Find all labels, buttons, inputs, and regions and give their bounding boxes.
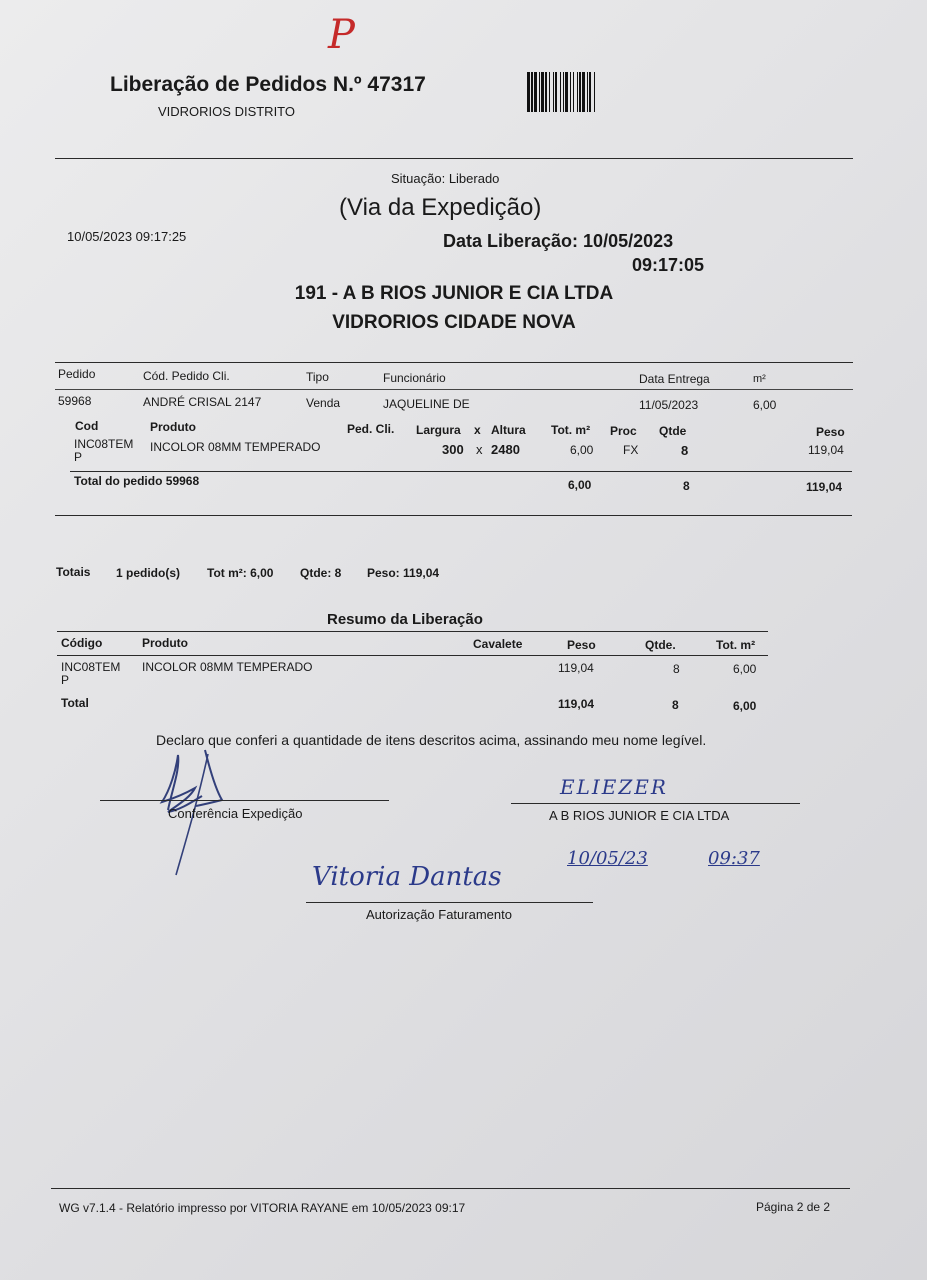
expedition-signature-label: Conferência Expedição — [168, 806, 303, 821]
order-data-entrega: 11/05/2023 — [639, 398, 699, 412]
summary-total-qtde: 8 — [672, 698, 679, 712]
summary-total-label: Total — [61, 696, 89, 710]
summary-qtde: 8 — [673, 662, 680, 676]
item-x: x — [476, 442, 483, 457]
footer-page-number: Página 2 de 2 — [756, 1200, 831, 1214]
barcode-bar — [579, 72, 581, 112]
summary-col-produto: Produto — [142, 636, 188, 650]
header-divider — [55, 158, 853, 159]
barcode-bar — [553, 72, 554, 112]
barcode-bar — [534, 72, 537, 112]
totals-label: Totais — [56, 565, 91, 579]
barcode-bar — [539, 72, 540, 112]
handwritten-date: 10/05/23 — [567, 848, 648, 869]
item-cod-cont: P — [74, 450, 83, 464]
summary-col-peso: Peso — [567, 638, 596, 652]
barcode — [527, 72, 671, 112]
item-col-qtde: Qtde — [659, 424, 687, 438]
summary-col-codigo: Código — [61, 636, 103, 650]
summary-codigo-cont: P — [61, 673, 70, 687]
summary-header-rule — [57, 655, 768, 656]
barcode-bar — [531, 72, 533, 112]
barcode-bar — [541, 72, 544, 112]
declaration-text: Declaro que conferi a quantidade de itens descritos acima, assinando meu nome legível. — [156, 732, 707, 748]
barcode-bar — [582, 72, 585, 112]
footer-left: WG v7.1.4 - Relatório impresso por VITORIA RAYANE em 10/05/2023 09:17 — [59, 1201, 466, 1215]
col-data-entrega: Data Entrega — [639, 372, 710, 386]
handwritten-time: 09:37 — [708, 848, 760, 869]
order-total-rule — [70, 471, 852, 472]
barcode-bar — [555, 72, 557, 112]
col-pedido: Pedido — [58, 367, 96, 381]
barcode-bar — [594, 72, 595, 112]
summary-title: Resumo da Liberação — [327, 611, 483, 628]
col-funcionario: Funcionário — [383, 371, 446, 385]
item-produto: INCOLOR 08MM TEMPERADO — [150, 440, 321, 454]
summary-tot-m2: 6,00 — [733, 662, 757, 676]
item-col-largura: Largura — [416, 423, 461, 437]
barcode-bar — [589, 72, 591, 112]
order-cod-cli: ANDRÉ CRISAL 2147 — [143, 395, 262, 409]
item-col-ped-cli: Ped. Cli. — [347, 422, 395, 436]
order-bottom-rule — [55, 515, 852, 516]
item-peso: 119,04 — [808, 443, 844, 457]
order-funcionario: JAQUELINE DE — [383, 397, 470, 411]
summary-col-tot-m2: Tot. m² — [716, 638, 756, 652]
barcode-bar — [527, 72, 530, 112]
item-col-altura: Altura — [491, 423, 526, 437]
order-top-rule — [55, 362, 853, 363]
item-tot-m2: 6,00 — [570, 443, 594, 457]
order-m2: 6,00 — [753, 398, 777, 412]
barcode-bar — [565, 72, 568, 112]
order-total-qtde: 8 — [683, 479, 690, 493]
item-col-proc: Proc — [610, 424, 637, 438]
summary-total-m2: 6,00 — [733, 699, 757, 713]
order-header-rule — [55, 389, 853, 390]
order-total-label: Total do pedido 59968 — [74, 474, 200, 488]
client-signature-label: A B RIOS JUNIOR E CIA LTDA — [549, 808, 730, 823]
via-title: (Via da Expedição) — [339, 194, 542, 221]
client-handwritten-name: ELIEZER — [560, 775, 668, 799]
item-col-tot-m2: Tot. m² — [551, 423, 591, 437]
totals-tot-m2: Tot m²: 6,00 — [207, 566, 274, 580]
col-m2: m² — [753, 373, 766, 385]
col-tipo: Tipo — [306, 370, 329, 384]
client-name: 191 - A B RIOS JUNIOR E CIA LTDA — [294, 283, 614, 304]
col-cod-pedido-cli: Cód. Pedido Cli. — [143, 369, 230, 383]
item-col-cod: Cod — [75, 419, 99, 433]
order-total-m2: 6,00 — [568, 478, 592, 492]
barcode-bar — [573, 72, 574, 112]
item-largura: 300 — [442, 442, 464, 457]
summary-col-cavalete: Cavalete — [473, 637, 523, 651]
summary-total-peso: 119,04 — [558, 697, 595, 711]
print-timestamp: 10/05/2023 09:17:25 — [67, 229, 187, 244]
item-qtde: 8 — [681, 443, 689, 458]
handwritten-p-mark: P — [328, 12, 355, 58]
order-tipo: Venda — [306, 396, 341, 410]
totals-pedidos: 1 pedido(s) — [116, 566, 181, 580]
item-proc: FX — [623, 443, 639, 457]
footer-rule — [51, 1188, 850, 1189]
order-pedido: 59968 — [58, 394, 92, 408]
summary-top-rule — [57, 631, 768, 632]
totals-qtde: Qtde: 8 — [300, 566, 342, 580]
company-name: VIDRORIOS DISTRITO — [158, 104, 295, 119]
barcode-bar — [563, 72, 564, 112]
item-col-peso: Peso — [816, 425, 845, 439]
summary-produto: INCOLOR 08MM TEMPERADO — [142, 660, 313, 674]
barcode-bar — [545, 72, 547, 112]
status-text: Situação: Liberado — [391, 171, 500, 186]
item-col-produto: Produto — [150, 420, 196, 434]
expedition-signature-line — [100, 800, 389, 801]
order-total-peso: 119,04 — [806, 480, 843, 494]
authorization-signature: Vitoria Dantas — [312, 862, 502, 892]
authorization-signature-line — [306, 902, 593, 903]
barcode-bar — [560, 72, 561, 112]
client-signature-line — [511, 803, 800, 804]
totals-peso: Peso: 119,04 — [367, 566, 440, 580]
authorization-label: Autorização Faturamento — [366, 907, 512, 922]
barcode-bar — [570, 72, 571, 112]
summary-codigo: INC08TEM — [61, 660, 121, 674]
client-branch: VIDRORIOS CIDADE NOVA — [332, 312, 576, 333]
item-col-x: x — [474, 423, 481, 437]
page-title: Liberação de Pedidos N.º 47317 — [110, 73, 426, 96]
release-time: 09:17:05 — [632, 255, 705, 275]
barcode-bar — [587, 72, 588, 112]
item-altura: 2480 — [491, 442, 520, 457]
release-date: Data Liberação: 10/05/2023 — [443, 231, 674, 251]
barcode-bar — [577, 72, 578, 112]
summary-col-qtde: Qtde. — [645, 638, 676, 652]
barcode-bar — [549, 72, 550, 112]
summary-peso: 119,04 — [558, 661, 594, 675]
item-cod: INC08TEM — [74, 437, 134, 451]
